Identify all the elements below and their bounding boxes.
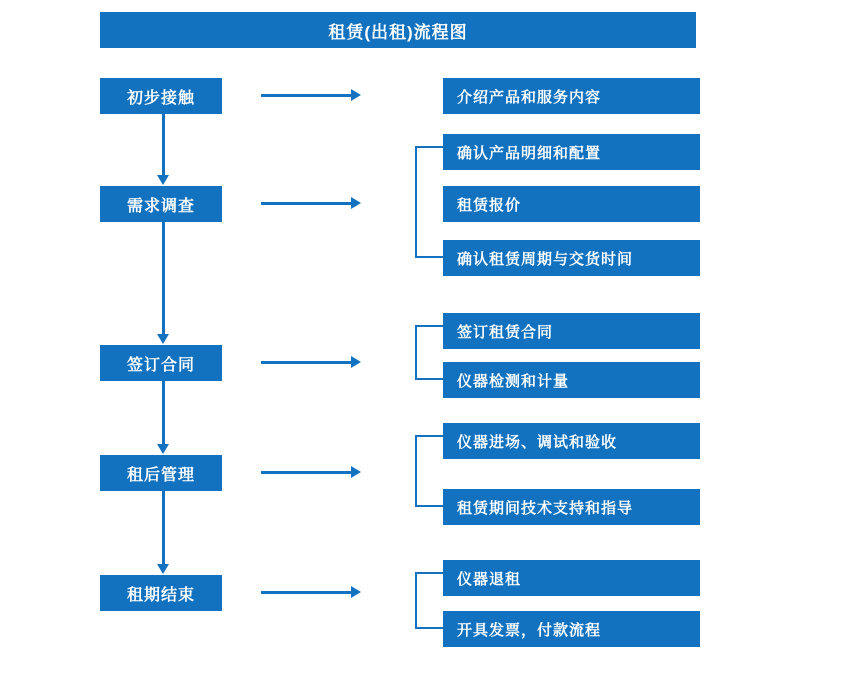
detail-node[interactable]: 仪器进场、调试和验收: [443, 423, 700, 459]
detail-node[interactable]: 租赁期间技术支持和指导: [443, 489, 700, 525]
arrowhead-icon: [157, 175, 169, 185]
stage-node[interactable]: 签订合同: [100, 345, 222, 381]
vertical-arrow: [162, 114, 165, 176]
arrowhead-icon: [157, 564, 169, 574]
detail-node[interactable]: 开具发票，付款流程: [443, 611, 700, 647]
arrowhead-icon: [351, 197, 361, 209]
horizontal-arrow: [261, 591, 351, 594]
vertical-arrow: [162, 222, 165, 335]
group-bracket: [415, 146, 443, 258]
horizontal-arrow: [261, 471, 351, 474]
horizontal-arrow: [261, 94, 351, 97]
flowchart-title: 租赁(出租)流程图: [100, 12, 696, 48]
detail-node[interactable]: 仪器退租: [443, 560, 700, 596]
group-bracket: [415, 572, 443, 629]
arrowhead-icon: [157, 444, 169, 454]
horizontal-arrow: [261, 361, 351, 364]
detail-node[interactable]: 仪器检测和计量: [443, 362, 700, 398]
group-bracket: [415, 325, 443, 380]
stage-node[interactable]: 初步接触: [100, 78, 222, 114]
detail-node[interactable]: 确认产品明细和配置: [443, 134, 700, 170]
detail-node[interactable]: 确认租赁周期与交货时间: [443, 240, 700, 276]
horizontal-arrow: [261, 202, 351, 205]
group-bracket: [415, 435, 443, 507]
stage-node[interactable]: 租期结束: [100, 575, 222, 611]
arrowhead-icon: [351, 89, 361, 101]
stage-node[interactable]: 需求调查: [100, 186, 222, 222]
arrowhead-icon: [351, 586, 361, 598]
arrowhead-icon: [351, 356, 361, 368]
arrowhead-icon: [351, 466, 361, 478]
detail-node[interactable]: 介绍产品和服务内容: [443, 78, 700, 114]
vertical-arrow: [162, 381, 165, 445]
vertical-arrow: [162, 491, 165, 565]
detail-node[interactable]: 签订租赁合同: [443, 313, 700, 349]
stage-node[interactable]: 租后管理: [100, 455, 222, 491]
arrowhead-icon: [157, 334, 169, 344]
detail-node[interactable]: 租赁报价: [443, 186, 700, 222]
